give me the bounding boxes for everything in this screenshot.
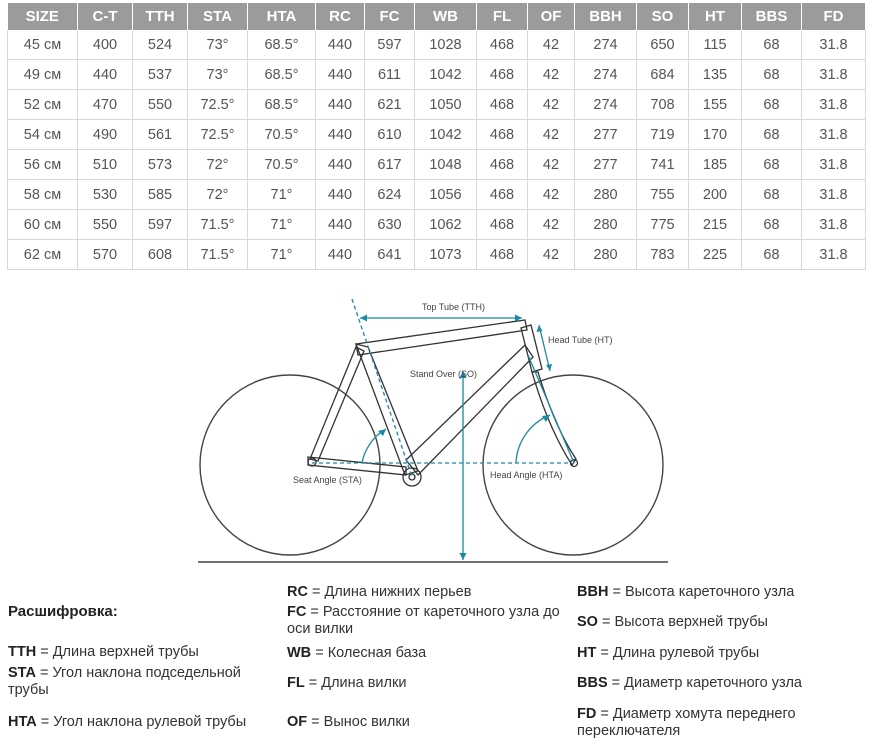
column-header: FD <box>802 3 866 30</box>
table-cell: 1056 <box>415 180 477 210</box>
column-header: HTA <box>248 3 316 30</box>
column-header: BBS <box>742 3 802 30</box>
table-cell: 440 <box>316 210 365 240</box>
column-header: HT <box>689 3 742 30</box>
column-header: SO <box>637 3 689 30</box>
column-header: STA <box>188 3 248 30</box>
table-cell: 42 <box>528 210 575 240</box>
table-cell: 585 <box>133 180 188 210</box>
table-cell: 440 <box>316 240 365 270</box>
table-cell: 135 <box>689 60 742 90</box>
table-cell: 72.5° <box>188 90 248 120</box>
column-header: SIZE <box>8 3 78 30</box>
table-row <box>8 180 866 210</box>
table-cell: 70.5° <box>248 150 316 180</box>
table-cell: 73° <box>188 60 248 90</box>
legend-item-hta: HTA = Угол наклона рулевой трубы <box>8 714 247 730</box>
table-header-row <box>8 3 866 30</box>
table-cell: 524 <box>133 30 188 60</box>
table-cell: 440 <box>316 150 365 180</box>
table-cell: 42 <box>528 90 575 120</box>
table-cell: 468 <box>477 90 528 120</box>
table-cell: 49 см <box>8 60 78 90</box>
table-cell: 200 <box>689 180 742 210</box>
table-cell: 31.8 <box>802 150 866 180</box>
table-cell: 68 <box>742 180 802 210</box>
table-cell: 530 <box>78 180 133 210</box>
table-cell: 468 <box>477 180 528 210</box>
table-cell: 719 <box>637 120 689 150</box>
table-cell: 52 см <box>8 90 78 120</box>
table-cell: 684 <box>637 60 689 90</box>
column-header: TTH <box>133 3 188 30</box>
legend-item-fc: FC = Расстояние от кареточного узла до оси вилки <box>287 604 560 637</box>
table-cell: 440 <box>316 180 365 210</box>
table-cell: 68.5° <box>248 90 316 120</box>
table-cell: 68.5° <box>248 60 316 90</box>
table-cell: 617 <box>365 150 415 180</box>
table-cell: 708 <box>637 90 689 120</box>
table-cell: 72.5° <box>188 120 248 150</box>
table-cell: 42 <box>528 150 575 180</box>
column-header: OF <box>528 3 575 30</box>
table-cell: 68 <box>742 210 802 240</box>
table-row <box>8 30 866 60</box>
table-cell: 31.8 <box>802 210 866 240</box>
table-cell: 440 <box>316 60 365 90</box>
table-cell: 280 <box>575 180 637 210</box>
table-cell: 31.8 <box>802 60 866 90</box>
table-cell: 610 <box>365 120 415 150</box>
table-cell: 58 см <box>8 180 78 210</box>
geometry-table <box>7 3 866 270</box>
legend-item-fd: FD = Диаметр хомута переднего переключателя <box>577 706 796 739</box>
table-cell: 71.5° <box>188 240 248 270</box>
column-header: BBH <box>575 3 637 30</box>
table-cell: 468 <box>477 150 528 180</box>
table-cell: 42 <box>528 30 575 60</box>
table-cell: 630 <box>365 210 415 240</box>
table-cell: 71° <box>248 240 316 270</box>
table-cell: 31.8 <box>802 90 866 120</box>
table-cell: 72° <box>188 180 248 210</box>
table-cell: 1028 <box>415 30 477 60</box>
column-header: FC <box>365 3 415 30</box>
table-cell: 550 <box>78 210 133 240</box>
table-row <box>8 90 866 120</box>
label-head-angle: Head Angle (HTA) <box>490 470 563 480</box>
table-cell: 1073 <box>415 240 477 270</box>
label-head-tube: Head Tube (HT) <box>548 335 613 345</box>
table-cell: 468 <box>477 210 528 240</box>
table-cell: 45 см <box>8 30 78 60</box>
legend-item-bbh: BBH = Высота кареточного узла <box>577 584 795 600</box>
table-cell: 1062 <box>415 210 477 240</box>
legend-item-bbs: BBS = Диаметр кареточного узла <box>577 675 802 691</box>
table-cell: 72° <box>188 150 248 180</box>
table-cell: 1050 <box>415 90 477 120</box>
table-cell: 71.5° <box>188 210 248 240</box>
table-cell: 70.5° <box>248 120 316 150</box>
table-cell: 68 <box>742 90 802 120</box>
table-cell: 468 <box>477 120 528 150</box>
legend-item-tth: TTH = Длина верхней трубы <box>8 644 199 660</box>
column-header: WB <box>415 3 477 30</box>
table-cell: 490 <box>78 120 133 150</box>
label-stand-over: Stand Over (SO) <box>410 369 478 379</box>
table-row <box>8 60 866 90</box>
rear-wheel <box>200 375 380 555</box>
table-cell: 561 <box>133 120 188 150</box>
table-cell: 42 <box>528 60 575 90</box>
table-cell: 755 <box>637 180 689 210</box>
table-cell: 624 <box>365 180 415 210</box>
legend-title: Расшифровка: <box>8 603 118 620</box>
legend-item-of: OF = Вынос вилки <box>287 714 410 730</box>
table-cell: 440 <box>316 90 365 120</box>
table-cell: 510 <box>78 150 133 180</box>
label-top-tube: Top Tube (TTH) <box>422 302 486 312</box>
table-cell: 537 <box>133 60 188 90</box>
table-row <box>8 120 866 150</box>
table-cell: 1042 <box>415 60 477 90</box>
column-header: FL <box>477 3 528 30</box>
table-cell: 470 <box>78 90 133 120</box>
table-cell: 115 <box>689 30 742 60</box>
legend-item-sta: STA = Угол наклона подседельной трубы <box>8 665 241 698</box>
label-seat-angle: Seat Angle (STA) <box>293 475 362 485</box>
legend-item-wb: WB = Колесная база <box>287 645 427 661</box>
table-cell: 570 <box>78 240 133 270</box>
table-cell: 68 <box>742 150 802 180</box>
table-cell: 225 <box>689 240 742 270</box>
table-cell: 73° <box>188 30 248 60</box>
table-cell: 597 <box>133 210 188 240</box>
table-cell: 31.8 <box>802 240 866 270</box>
table-cell: 400 <box>78 30 133 60</box>
table-cell: 68 <box>742 120 802 150</box>
table-cell: 550 <box>133 90 188 120</box>
table-cell: 597 <box>365 30 415 60</box>
table-cell: 573 <box>133 150 188 180</box>
table-cell: 775 <box>637 210 689 240</box>
table-cell: 185 <box>689 150 742 180</box>
bike-frame <box>308 320 578 486</box>
table-cell: 741 <box>637 150 689 180</box>
table-cell: 68 <box>742 240 802 270</box>
table-cell: 274 <box>575 60 637 90</box>
table-cell: 42 <box>528 120 575 150</box>
table-cell: 783 <box>637 240 689 270</box>
column-header: C-T <box>78 3 133 30</box>
table-cell: 62 см <box>8 240 78 270</box>
table-cell: 608 <box>133 240 188 270</box>
table-cell: 277 <box>575 150 637 180</box>
table-cell: 440 <box>316 120 365 150</box>
table-cell: 280 <box>575 240 637 270</box>
table-cell: 1048 <box>415 150 477 180</box>
table-cell: 621 <box>365 90 415 120</box>
legend-item-fl: FL = Длина вилки <box>287 675 407 691</box>
table-row <box>8 240 866 270</box>
table-cell: 468 <box>477 60 528 90</box>
legend-item-so: SO = Высота верхней трубы <box>577 614 768 630</box>
column-header: RC <box>316 3 365 30</box>
table-cell: 215 <box>689 210 742 240</box>
table-cell: 274 <box>575 30 637 60</box>
table-cell: 71° <box>248 180 316 210</box>
frame-geometry-diagram <box>0 285 875 570</box>
table-cell: 274 <box>575 90 637 120</box>
table-cell: 71° <box>248 210 316 240</box>
table-row <box>8 150 866 180</box>
table-cell: 68 <box>742 60 802 90</box>
table-cell: 611 <box>365 60 415 90</box>
table-cell: 42 <box>528 240 575 270</box>
table-cell: 68 <box>742 30 802 60</box>
table-cell: 155 <box>689 90 742 120</box>
table-cell: 468 <box>477 240 528 270</box>
table-cell: 440 <box>316 30 365 60</box>
table-cell: 1042 <box>415 120 477 150</box>
table-cell: 56 см <box>8 150 78 180</box>
table-cell: 31.8 <box>802 180 866 210</box>
table-cell: 650 <box>637 30 689 60</box>
table-cell: 440 <box>78 60 133 90</box>
table-cell: 60 см <box>8 210 78 240</box>
table-cell: 641 <box>365 240 415 270</box>
table-cell: 468 <box>477 30 528 60</box>
table-cell: 42 <box>528 180 575 210</box>
table-cell: 68.5° <box>248 30 316 60</box>
table-cell: 54 см <box>8 120 78 150</box>
legend-item-ht: HT = Длина рулевой трубы <box>577 645 760 661</box>
table-cell: 31.8 <box>802 120 866 150</box>
table-row <box>8 210 866 240</box>
table-cell: 277 <box>575 120 637 150</box>
front-wheel <box>483 375 663 555</box>
table-cell: 170 <box>689 120 742 150</box>
legend-item-rc: RC = Длина нижних перьев <box>287 584 472 600</box>
table-cell: 280 <box>575 210 637 240</box>
table-cell: 31.8 <box>802 30 866 60</box>
